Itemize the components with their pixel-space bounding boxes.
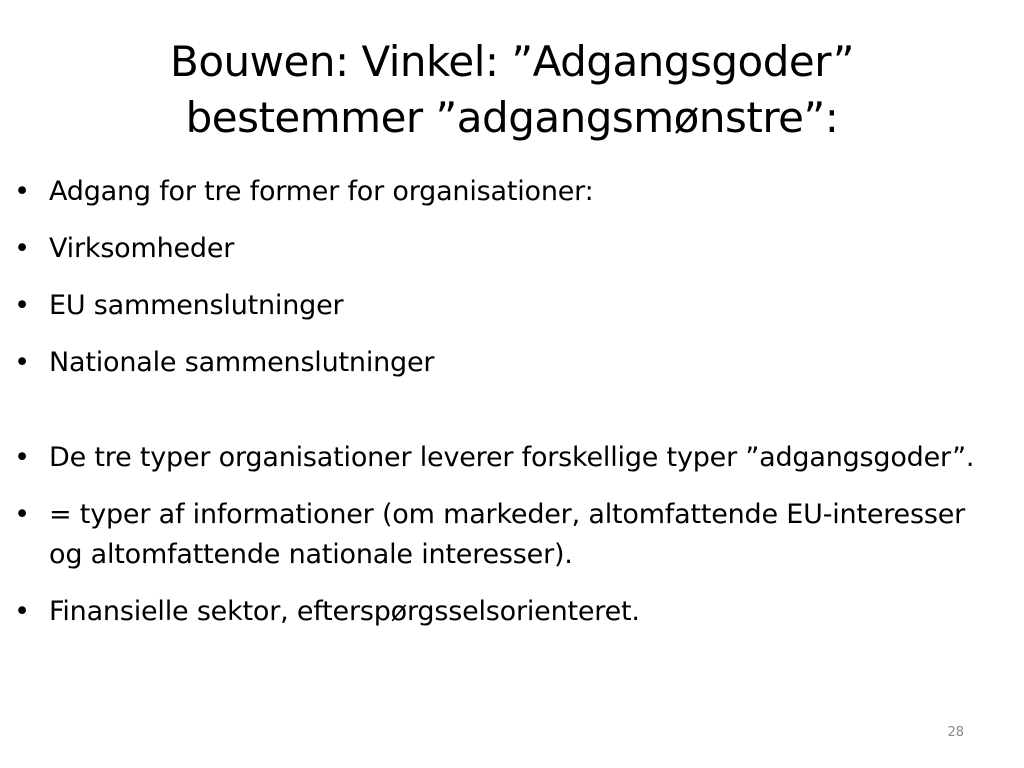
bullet-dot-icon: • (14, 596, 30, 627)
bullet-dot-icon: • (14, 176, 30, 207)
bullet-item (0, 343, 1000, 383)
slide-title-line-2: bestemmer ”adgangsmønstre”: (185, 93, 839, 142)
bullet-item (0, 592, 1000, 632)
bullet-item (0, 229, 1000, 269)
slide-title-line-1: Bouwen: Vinkel: ”Adgangsgoder” (170, 37, 854, 86)
bullet-text: EU sammenslutninger (49, 290, 344, 321)
bullet-text: Finansielle sektor, efterspørgsselsorienteret. (49, 596, 640, 627)
bullet-item (0, 438, 1000, 478)
bullet-text: Adgang for tre former for organisationer: (49, 176, 594, 207)
bullet-item (0, 495, 1000, 575)
bullet-dot-icon: • (14, 442, 30, 473)
slide-number: 28 (947, 725, 964, 740)
bullet-dot-icon: • (14, 290, 30, 321)
bullet-dot-icon: • (14, 499, 30, 530)
bullet-list (0, 172, 1000, 649)
bullet-dot-icon: • (14, 347, 30, 378)
bullet-item (0, 172, 1000, 212)
bullet-text: De tre typer organisationer leverer forskellige typer ”adgangsgoder”. (49, 442, 975, 473)
bullet-text: Nationale sammenslutninger (49, 347, 435, 378)
bullet-text: = typer af informationer (om markeder, altomfattende EU-interesser og altomfattende nationale interesser). (49, 499, 966, 570)
slide-title (60, 34, 964, 146)
bullet-dot-icon: • (14, 233, 30, 264)
bullet-item (0, 286, 1000, 326)
bullet-text: Virksomheder (49, 233, 235, 264)
bullet-spacer (0, 400, 1000, 438)
